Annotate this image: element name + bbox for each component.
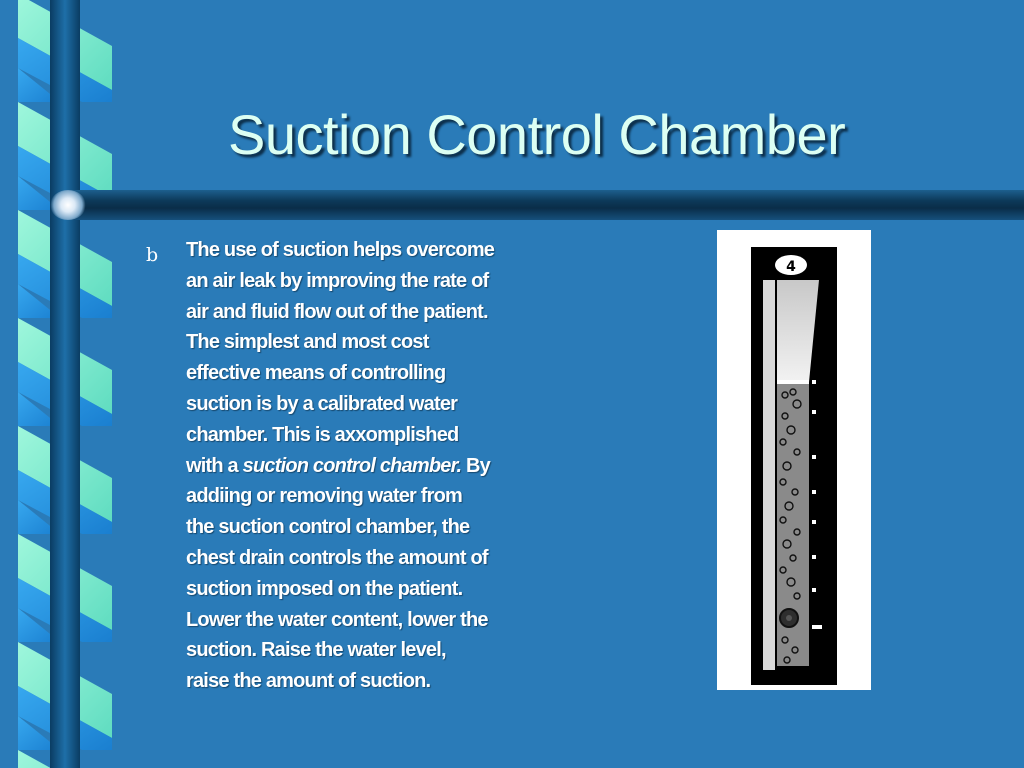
body-line: The use of suction helps overcome bbox=[186, 239, 495, 261]
scale-tick bbox=[812, 625, 822, 629]
body-line: the suction control chamber, the bbox=[186, 516, 470, 539]
ribbon-decoration bbox=[0, 0, 120, 768]
body-line: addiing or removing water from bbox=[186, 485, 463, 508]
body-line: suction is by a calibrated water bbox=[186, 392, 458, 415]
body-line: chest drain controls the amount of bbox=[186, 546, 488, 569]
divider-glow bbox=[50, 190, 86, 220]
body-text-segment: By bbox=[461, 454, 490, 477]
scale-tick bbox=[812, 490, 816, 494]
suction-control-chamber-gauge-icon bbox=[717, 230, 871, 690]
body-line: an air leak by improving the rate of bbox=[186, 269, 489, 292]
body-line: Lower the water content, lower the bbox=[186, 608, 488, 631]
body-line: air and fluid flow out of the patient. bbox=[186, 300, 488, 323]
water-level-line bbox=[777, 380, 809, 384]
suction-chamber-image bbox=[717, 230, 871, 690]
scale-tick bbox=[812, 588, 816, 592]
scale-tick bbox=[812, 520, 816, 524]
body-line: effective means of controlling bbox=[186, 362, 446, 385]
scale-tick bbox=[812, 380, 816, 384]
bullet-icon: b bbox=[146, 244, 159, 266]
badge-glyph: 4 bbox=[786, 259, 796, 275]
emphasized-term: suction control chamber. bbox=[242, 454, 462, 477]
body-paragraph bbox=[186, 235, 566, 697]
body-line: suction. Raise the water level, bbox=[186, 639, 446, 662]
body-line: chamber. This is axxomplished bbox=[186, 423, 459, 446]
scale-tick bbox=[812, 555, 816, 559]
body-line: The simplest and most cost bbox=[186, 331, 429, 354]
title-divider-bar bbox=[60, 190, 1024, 220]
slide-title: Suction Control Chamber bbox=[228, 103, 846, 166]
body-text-segment: with a bbox=[186, 454, 243, 477]
body-line: raise the amount of suction. bbox=[186, 670, 431, 693]
scale-tick bbox=[812, 455, 816, 459]
body-line bbox=[186, 451, 566, 482]
scale-tick bbox=[812, 410, 816, 414]
body-line: suction imposed on the patient. bbox=[186, 577, 463, 600]
